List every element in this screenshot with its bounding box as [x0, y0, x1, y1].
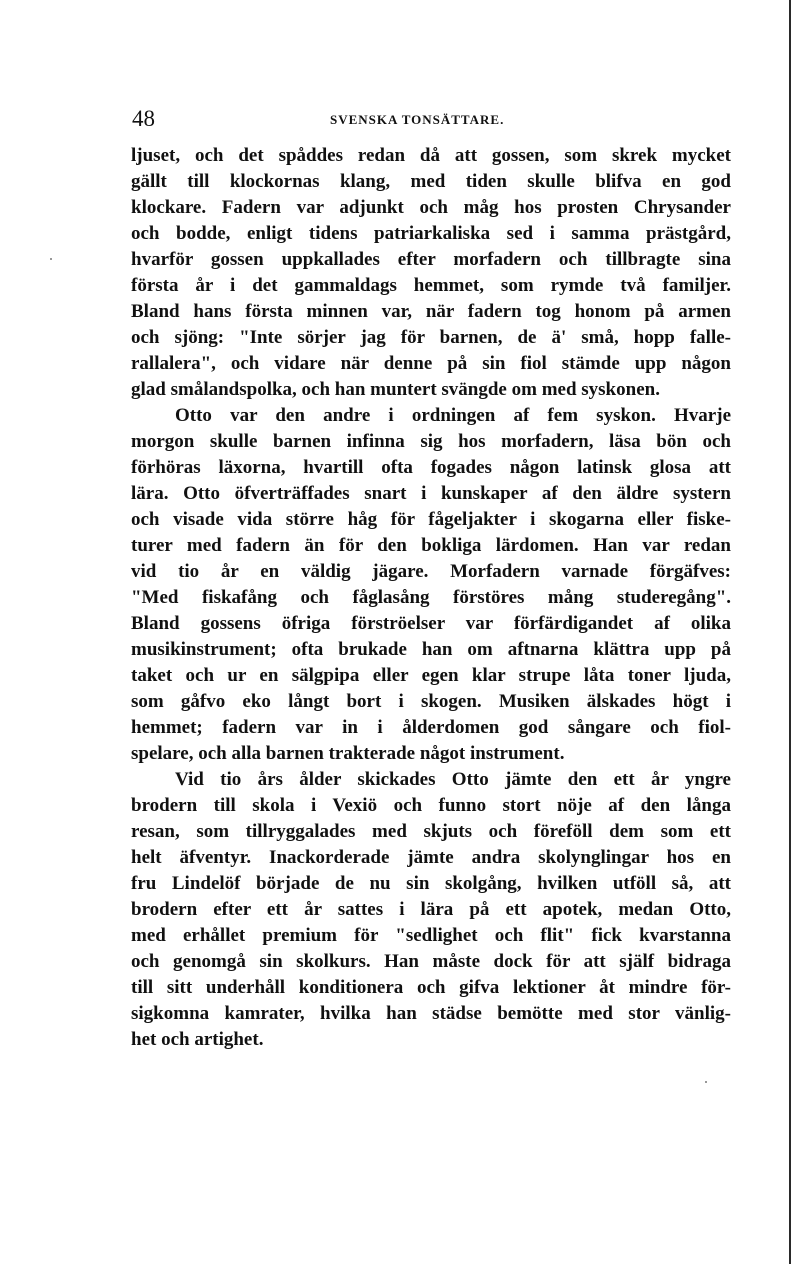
text-line: första år i det gammaldags hemmet, som rymde två familjer.	[131, 275, 731, 296]
text-line: klockare. Fadern var adjunkt och måg hos prosten Chrysander	[131, 197, 731, 218]
text-line: musikinstrument; ofta brukade han om aftnarna klättra upp på	[131, 639, 731, 660]
text-line: och bodde, enligt tidens patriarkaliska sed i samma prästgård,	[131, 223, 731, 244]
text-line: hvarför gossen uppkallades efter morfadern och tillbragte sina	[131, 249, 731, 270]
text-line: till sitt underhåll konditionera och gifva lektioner åt mindre för-	[131, 977, 731, 998]
body-text	[131, 143, 731, 1053]
text-line: het och artighet.	[131, 1029, 264, 1050]
page-edge-rule	[789, 0, 791, 1264]
text-line: som gåfvo eko långt bort i skogen. Musiken älskades högt i	[131, 691, 731, 712]
running-title: SVENSKA TONSÄTTARE.	[330, 112, 505, 127]
text-line: och genomgå sin skolkurs. Han måste dock för att själf bidraga	[131, 951, 731, 972]
text-line: vid tio år en väldig jägare. Morfadern varnade förgäfves:	[131, 561, 731, 582]
text-line: morgon skulle barnen infinna sig hos morfadern, läsa bön och	[131, 431, 731, 452]
text-line: gällt till klockornas klang, med tiden skulle blifva en god	[131, 171, 731, 192]
text-line: glad smålandspolka, och han muntert svängde om med syskonen.	[131, 379, 660, 400]
text-line: och visade vida större håg för fågeljakter i skogarna eller fiske-	[131, 509, 731, 530]
text-line: taket och ur en sälgpipa eller egen klar strupe låta toner ljuda,	[131, 665, 731, 686]
text-line: brodern till skola i Vexiö och funno stort nöje af den långa	[131, 795, 731, 816]
text-line: spelare, och alla barnen trakterade något instrument.	[131, 743, 565, 764]
text-line: helt äfventyr. Inackorderade jämte andra skolynglingar hos en	[131, 847, 731, 868]
text-line: och sjöng: "Inte sörjer jag för barnen, de ä' små, hopp falle-	[131, 327, 731, 348]
paper-speck	[705, 1081, 707, 1083]
page-header	[132, 104, 732, 134]
text-line: brodern efter ett år sattes i lära på ett apotek, medan Otto,	[131, 899, 731, 920]
text-line: förhöras läxorna, hvartill ofta fogades någon latinsk glosa att	[131, 457, 731, 478]
text-line: Bland gossens öfriga förströelser var förfärdigandet af olika	[131, 613, 731, 634]
text-line: hemmet; fadern var in i ålderdomen god sångare och fiol-	[131, 717, 731, 738]
text-line: Bland hans första minnen var, när fadern tog honom på armen	[131, 301, 731, 322]
page-number: 48	[132, 106, 155, 131]
text-line: fru Lindelöf började de nu sin skolgång, hvilken utföll så, att	[131, 873, 731, 894]
text-line: sigkomna kamrater, hvilka han städse bemötte med stor vänlig-	[131, 1003, 731, 1024]
text-line: Otto var den andre i ordningen af fem syskon. Hvarje	[175, 405, 731, 426]
text-line: lära. Otto öfverträffades snart i kunskaper af den äldre systern	[131, 483, 731, 504]
text-line: rallalera", och vidare när denne på sin fiol stämde upp någon	[131, 353, 731, 374]
text-line: "Med fiskafång och fåglasång förstöres mång studeregång".	[131, 587, 731, 608]
text-line: ljuset, och det spåddes redan då att gossen, som skrek mycket	[131, 145, 731, 166]
text-line: turer med fadern än för den bokliga lärdomen. Han var redan	[131, 535, 731, 556]
paper-speck	[50, 258, 52, 260]
text-line: Vid tio års ålder skickades Otto jämte den ett år yngre	[175, 769, 731, 790]
text-line: med erhållet premium för "sedlighet och flit" fick kvarstanna	[131, 925, 731, 946]
text-line: resan, som tillryggalades med skjuts och föreföll dem som ett	[131, 821, 731, 842]
